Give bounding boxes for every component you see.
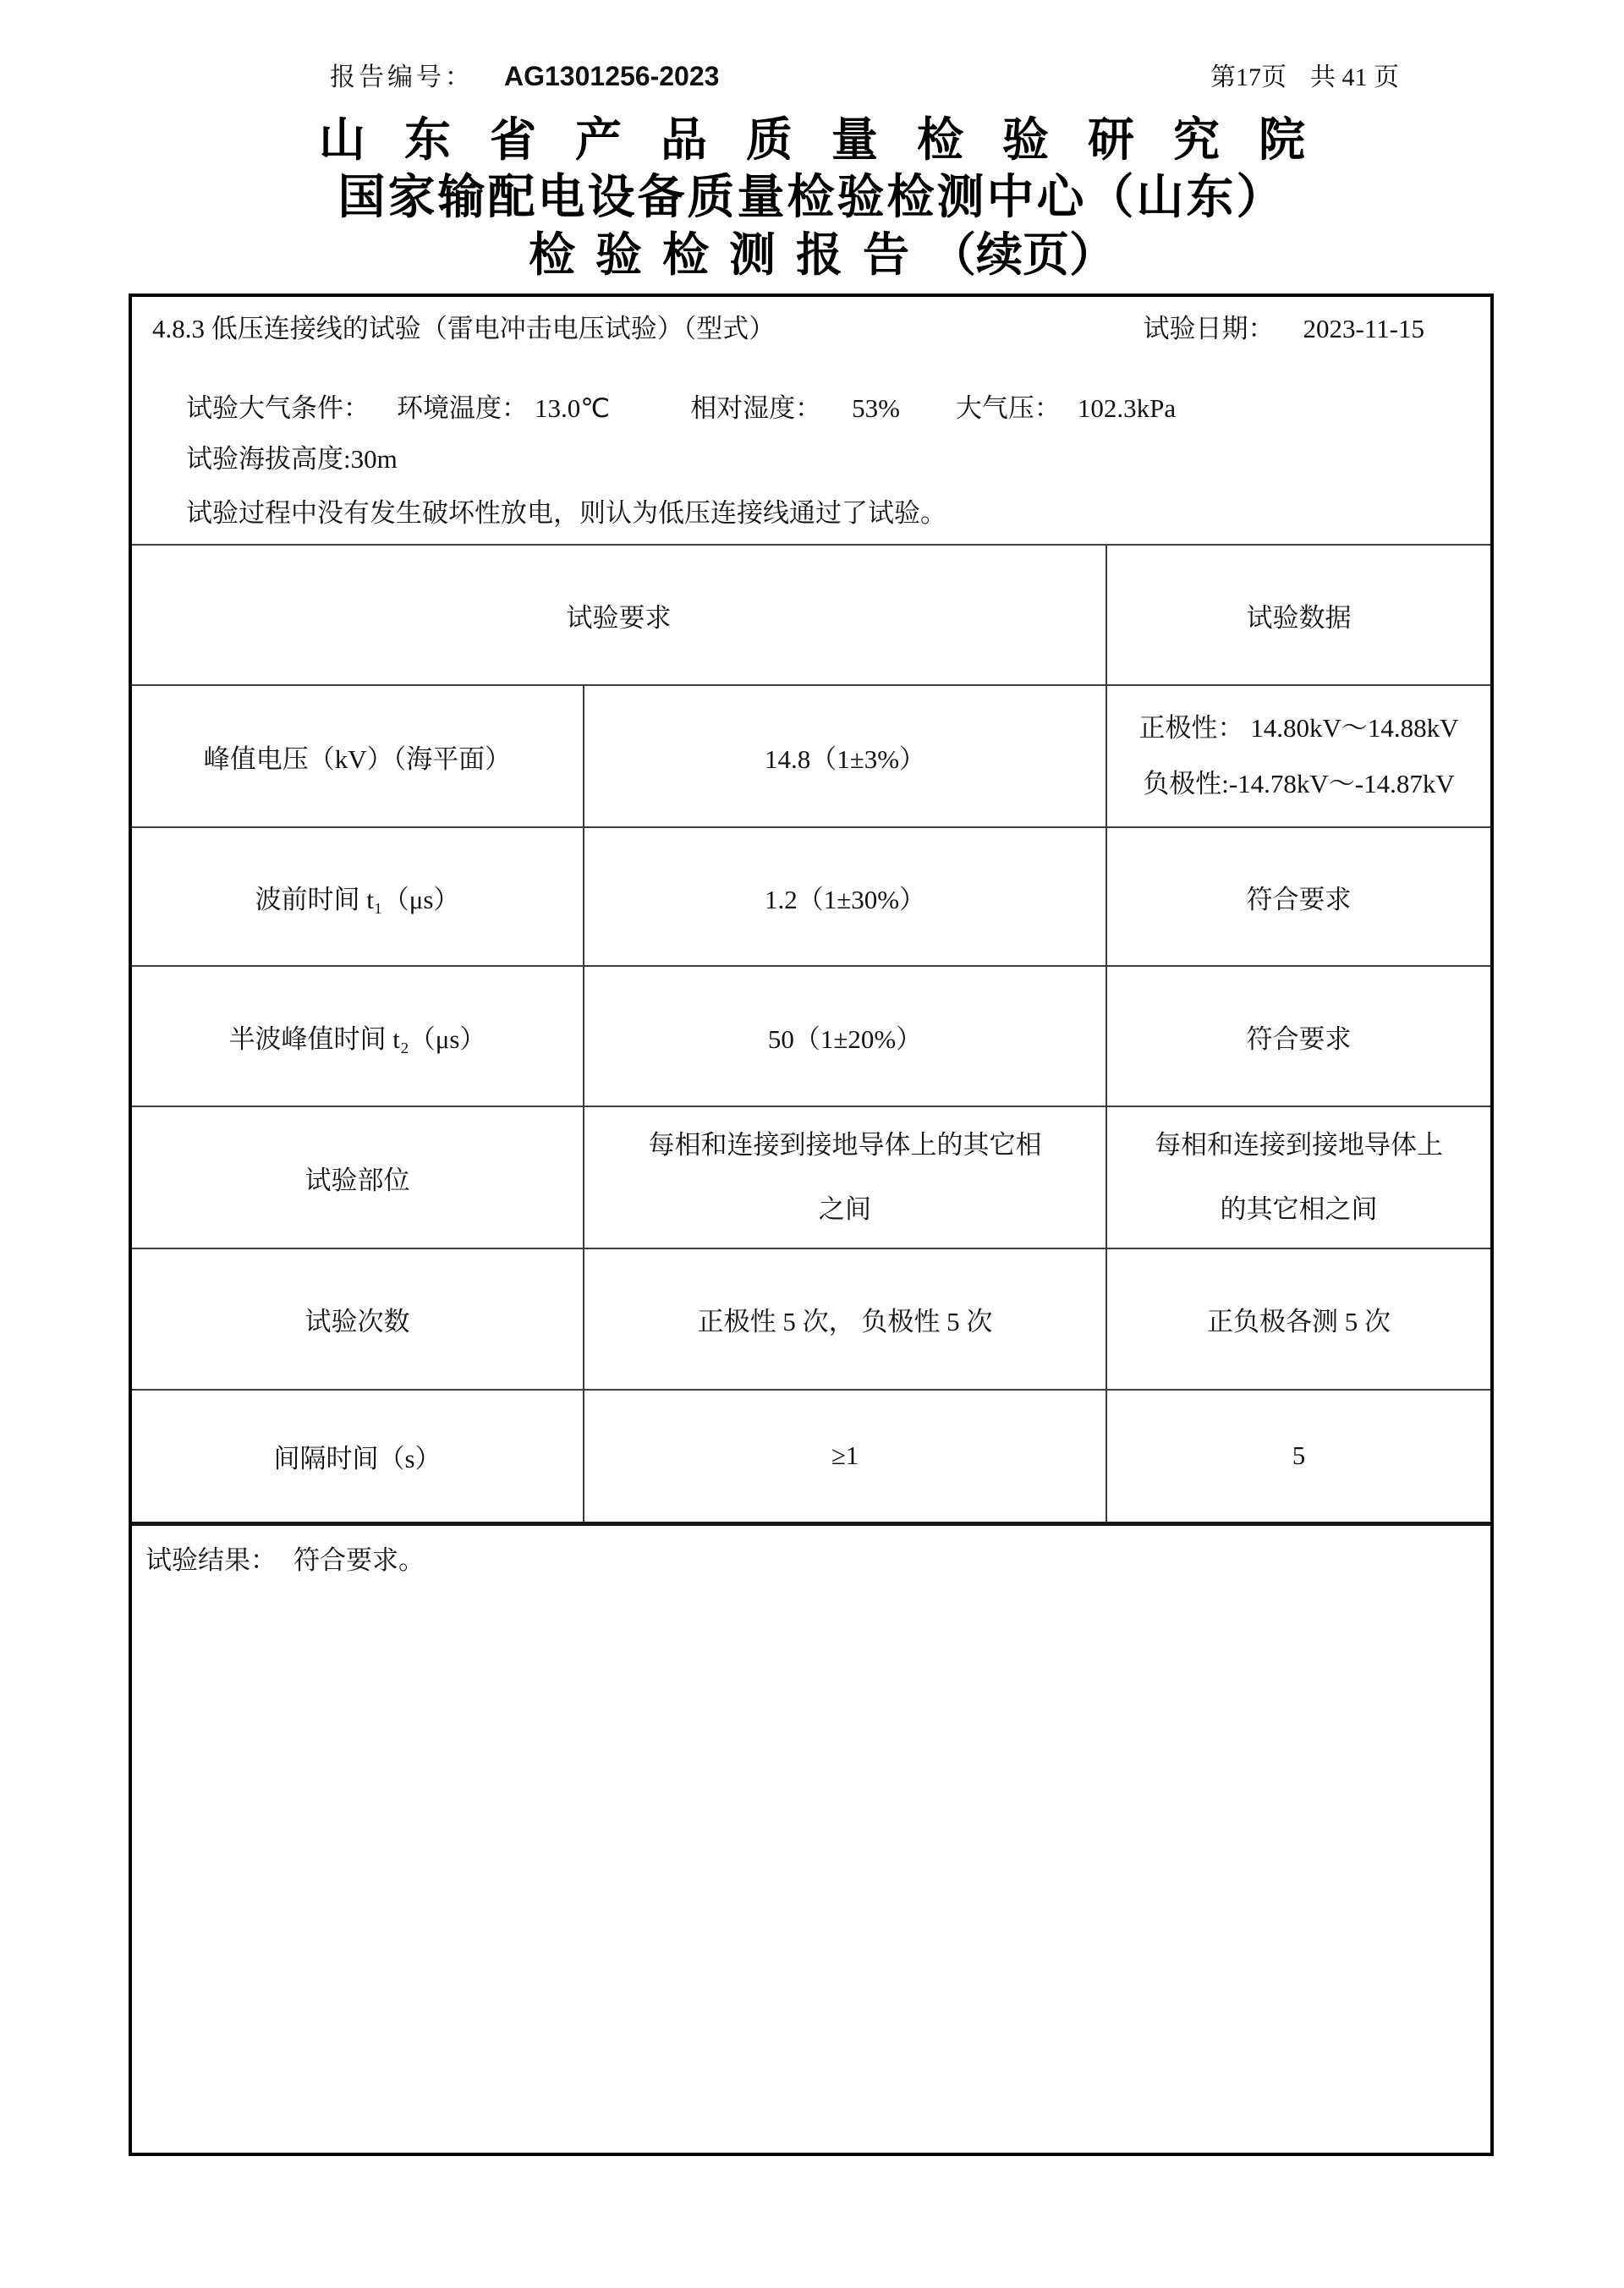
content-box [129,294,1494,2156]
row-item-label: 间隔时间（s） [132,1390,584,1523]
institute-title: 山东省产品质量检验研究院 [318,113,1344,166]
negative-polarity-range: 负极性:-14.78kV～-14.87kV [1143,769,1455,798]
report-number-value: AG1301256-2023 [504,61,720,91]
requirement-line-1: 每相和连接到接地导体上的其它相 [648,1130,1042,1160]
center-title: 国家输配电设备质量检验检测中心（山东） [337,170,1287,223]
row-item-label: 波前时间 t₁（μs） [132,827,584,966]
test-result-line [145,1539,425,1577]
pressure-label: 大气压： [955,393,1061,423]
row-requirement: 正极性 5 次， 负极性 5 次 [584,1248,1106,1390]
page-number-info [1210,56,1399,93]
report-number-group [330,56,719,93]
pressure-value: 102.3kPa [1077,393,1177,423]
table-header-row [132,545,1490,685]
humidity-value: 53% [852,393,900,423]
table-row [132,966,1490,1106]
header-data-cell: 试验数据 [1106,545,1490,685]
row-data: 正负极各测 5 次 [1106,1248,1490,1390]
row-data: 符合要求 [1106,827,1490,966]
report-title-main: 检验检测报告 [528,228,930,281]
altitude-line: 试验海拔高度:30m [186,444,398,474]
test-date-label: 试验日期： [1143,314,1275,343]
humidity-label: 相对湿度： [690,393,822,423]
temperature-label: 环境温度： [397,393,528,423]
row-requirement: ≥1 [584,1390,1106,1523]
row-requirement: 50（1±20%） [584,966,1106,1106]
report-title-suffix: （续页） [930,228,1116,281]
row-item-label: 半波峰值时间 t₂（μs） [132,966,584,1106]
data-line-1: 每相和连接到接地导体上 [1155,1130,1443,1160]
row-item-label: 试验次数 [132,1248,584,1390]
requirement-line-2: 之间 [819,1194,871,1224]
report-title [0,227,1624,283]
table-row [132,685,1490,827]
result-label: 试验结果： [145,1545,277,1575]
test-table [132,544,1490,1526]
row-data: 符合要求 [1106,966,1490,1106]
pass-criterion-note: 试验过程中没有发生破坏性放电，则认为低压连接线通过了试验。 [186,498,946,528]
test-date-value: 2023-11-15 [1303,314,1424,343]
page-total: 共 41 页 [1310,63,1399,91]
report-number-label: 报告编号： [330,63,474,91]
row-item-label: 峰值电压（kV）（海平面） [132,685,584,827]
data-line-2: 的其它相之间 [1220,1194,1378,1224]
table-row [132,1390,1490,1523]
title-block [0,112,1624,283]
header-requirement-cell: 试验要求 [132,545,1106,685]
positive-polarity-range: 正极性： 14.80kV～14.88kV [1138,713,1459,743]
row-data [1106,1106,1490,1248]
row-requirement [584,1106,1106,1248]
row-requirement: 1.2（1±30%） [584,827,1106,966]
table-row [132,1248,1490,1390]
result-value: 符合要求。 [294,1545,425,1575]
row-item-label: 试验部位 [132,1106,584,1248]
row-data: 5 [1106,1390,1490,1523]
atmos-label: 试验大气条件： [186,393,370,423]
table-row [132,1106,1490,1248]
page-current: 第17页 [1210,63,1287,91]
temperature-value: 13.0℃ [535,393,611,423]
row-data [1106,685,1490,827]
section-heading: 4.8.3 低压连接线的试验（雷电冲击电压试验）（型式） [152,314,776,343]
test-date-group [1144,307,1425,345]
table-row [132,827,1490,966]
section-row [152,307,1424,345]
row-requirement: 14.8（1±3%） [584,685,1106,827]
atmospheric-conditions-line [186,387,1176,425]
page-header [330,56,1399,93]
